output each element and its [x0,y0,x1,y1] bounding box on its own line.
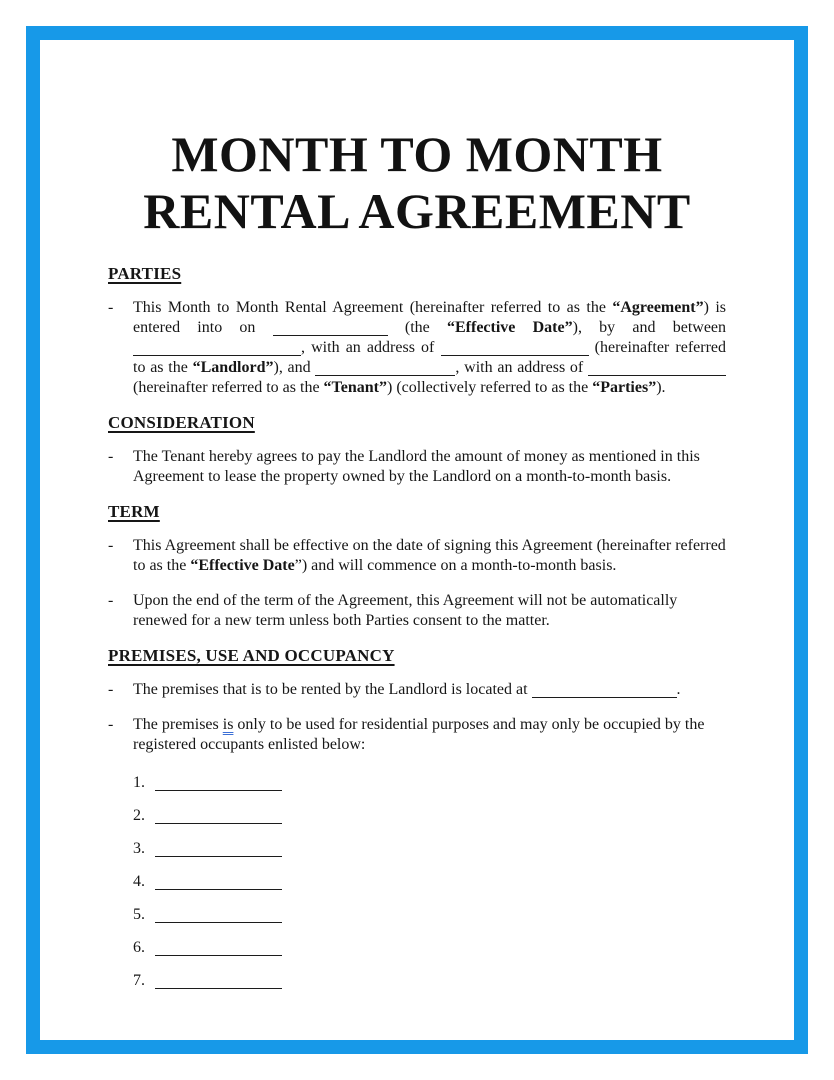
occupant-fill-in-blank[interactable] [155,809,282,824]
bullet-dash: - [108,448,114,465]
bullet-dash: - [108,681,114,698]
fill-in-blank[interactable] [588,361,726,376]
fill-in-blank[interactable] [133,341,301,356]
document-title-line2: RENTAL AGREEMENT [143,183,691,239]
occupant-fill-in-blank[interactable] [155,974,282,989]
bullet-dash: - [108,537,114,554]
paragraph-text [133,591,726,631]
bullet-dash: - [108,716,114,733]
text-run: (the [387,319,447,336]
text-run: ), by and between [572,319,727,336]
occupant-list-item [133,872,726,892]
text-run: only to be used for residential purposes and may only be occupied by the registered occupants enlisted below: [133,716,705,753]
occupant-list-item [133,905,726,925]
text-run: , with an address of [301,339,441,356]
occupant-fill-in-blank[interactable] [155,941,282,956]
occupant-fill-in-blank[interactable] [155,875,282,890]
sections-container [108,264,726,991]
defined-term: “Agreement” [612,299,704,316]
occupant-fill-in-blank[interactable] [155,908,282,923]
bullet-dash: - [108,299,114,316]
bullet-paragraph [108,591,726,631]
defined-term: “Tenant” [323,379,387,396]
text-run: Upon the end of the term of the Agreement, this Agreement will not be automatically renewed for a new term unless both Parties consent to the matter. [133,592,678,629]
document-title [108,126,726,240]
occupant-list-item [133,806,726,826]
bullet-paragraph [108,298,726,398]
fill-in-blank[interactable] [315,361,455,376]
grammar-flagged-word: is [222,716,234,733]
occupant-list-item [133,971,726,991]
text-run: ) (collectively referred to as the [386,379,593,396]
text-run: . [676,681,681,698]
occupant-list [133,773,726,991]
text-run: The premises that is to be rented by the Landlord is located at [133,681,532,698]
occupant-number: 2. [133,807,145,824]
document-page [40,126,794,991]
occupant-number: 6. [133,939,145,956]
section-heading-premises: PREMISES, USE AND OCCUPANCY [108,646,395,665]
defined-term: “Effective Date” [446,319,573,336]
bullet-dash: - [108,592,114,609]
page-border-frame [26,26,808,1054]
text-run: This Month to Month Rental Agreement (hereinafter referred to as the [133,299,613,316]
text-run: The Tenant hereby agrees to pay the Landlord the amount of money as mentioned in this Agreement to lease the property owned by the Landlord on a month-to-month basis. [133,448,700,485]
occupant-number: 5. [133,906,145,923]
section-heading-consideration: CONSIDERATION [108,413,255,432]
bullet-paragraph [108,536,726,576]
fill-in-blank[interactable] [532,683,677,698]
fill-in-blank[interactable] [441,341,589,356]
section-heading-parties: PARTIES [108,264,182,283]
text-run: ”) and will commence on a month-to-month basis. [294,557,617,574]
text-run: (hereinafter referred to as the [133,339,727,376]
occupant-number: 1. [133,774,145,791]
text-run: ) is entered into on [133,299,726,336]
occupant-fill-in-blank[interactable] [155,842,282,857]
paragraph-text [133,680,726,700]
bullet-paragraph [108,680,726,700]
defined-term: “Landlord” [192,359,274,376]
occupant-list-item [133,839,726,859]
bullet-paragraph [108,715,726,755]
paragraph-text [133,536,726,576]
section-heading-term: TERM [108,502,160,521]
document-title-line1: MONTH TO MONTH [171,126,663,182]
defined-term: “Parties” [592,379,657,396]
bullet-paragraph [108,447,726,487]
occupant-number: 7. [133,972,145,989]
text-run: ). [656,379,666,396]
defined-term: “Effective Date [190,557,295,574]
paragraph-text [133,298,726,398]
text-run: , with an address of [455,359,588,376]
occupant-number: 4. [133,873,145,890]
fill-in-blank[interactable] [273,321,388,336]
occupant-fill-in-blank[interactable] [155,776,282,791]
text-run: The premises [133,716,223,733]
text-run: This Agreement shall be effective on the date of signing this Agreement (hereinafter referred to as the [133,537,726,574]
text-run: ), and [273,359,316,376]
occupant-number: 3. [133,840,145,857]
occupant-list-item [133,773,726,793]
text-run: (hereinafter referred to as the [133,379,324,396]
occupant-list-item [133,938,726,958]
paragraph-text [133,447,726,487]
paragraph-text [133,715,726,755]
